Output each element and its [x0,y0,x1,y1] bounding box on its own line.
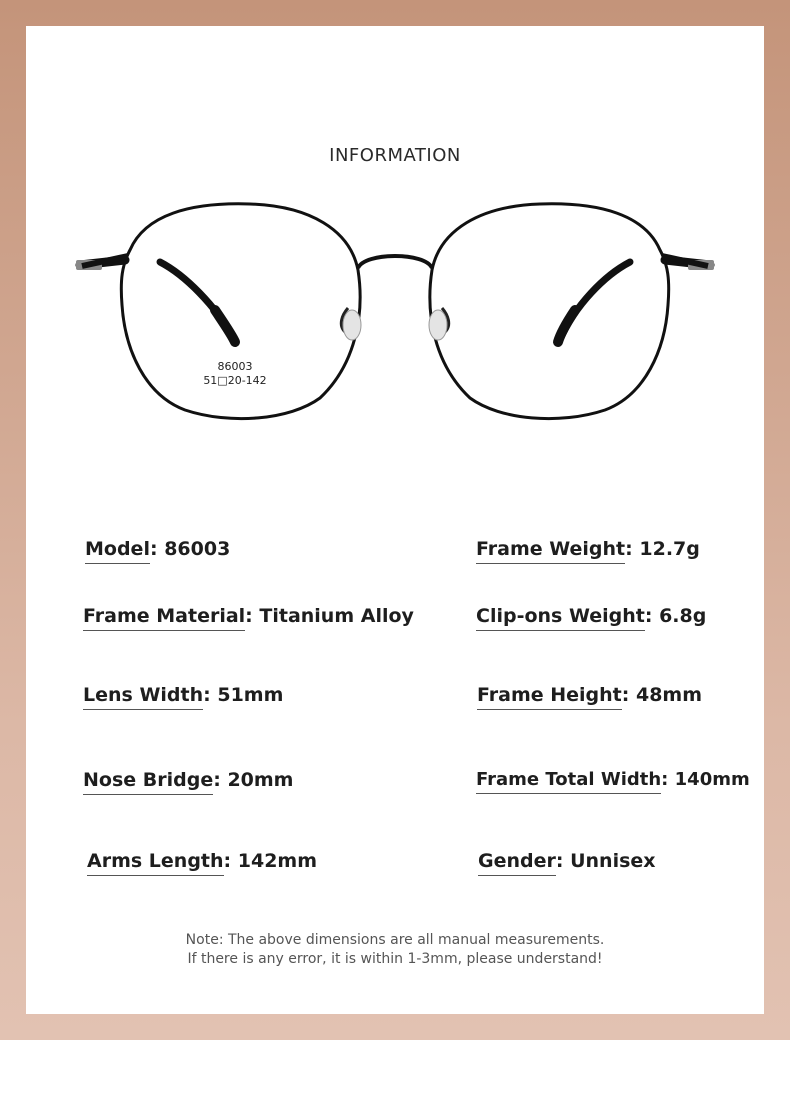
spec-label: Lens Width [83,684,203,710]
nose-pads [341,308,448,340]
spec-label: Model [85,538,150,564]
spec-value: 12.7g [639,538,700,560]
bridge [358,256,432,268]
note-line-1: Note: The above dimensions are all manual measurements. [185,932,605,948]
spec-frame-height: Frame Height: 48mm [477,684,702,710]
spec-value: Titanium Alloy [259,605,414,627]
frame-model-marking: 86003 [217,360,253,373]
spec-frame-weight: Frame Weight: 12.7g [476,538,700,564]
spec-lens-width: Lens Width: 51mm [83,684,283,710]
frame-size-marking: 51□20-142 [203,374,267,387]
spec-label: Frame Weight [476,538,625,564]
note-line-2: If there is any error, it is within 1-3mm, please understand! [187,951,603,967]
spec-gender: Gender: Unnisex [478,850,656,876]
glasses-image [70,190,720,440]
spec-arms-length: Arms Length: 142mm [87,850,317,876]
spec-value: 142mm [237,850,318,872]
spec-value: 140mm [674,769,750,790]
spec-label: Frame Total Width [476,769,661,794]
measurement-note [0,931,790,969]
spec-value: 6.8g [659,605,707,627]
spec-value: 20mm [227,769,294,791]
spec-value: 51mm [217,684,284,706]
spec-nose-bridge: Nose Bridge: 20mm [83,769,293,795]
spec-frame-material: Frame Material: Titanium Alloy [83,605,414,631]
spec-label: Frame Material [83,605,245,631]
spec-label: Gender [478,850,556,876]
right-temple [558,260,710,342]
spec-clipons-weight: Clip-ons Weight: 6.8g [476,605,706,631]
spec-label: Clip-ons Weight [476,605,645,631]
spec-value: 48mm [635,684,703,706]
spec-label: Arms Length [87,850,224,876]
spec-value: Unnisex [570,850,656,872]
spec-value: 86003 [164,538,231,560]
page-title: INFORMATION [329,145,461,166]
spec-frame-total-width: Frame Total Width: 140mm [476,769,750,794]
right-lens-rim [430,204,669,419]
left-temple [80,260,235,342]
spec-model: Model: 86003 [85,538,230,564]
spec-label: Nose Bridge [83,769,213,795]
spec-label: Frame Height [477,684,622,710]
